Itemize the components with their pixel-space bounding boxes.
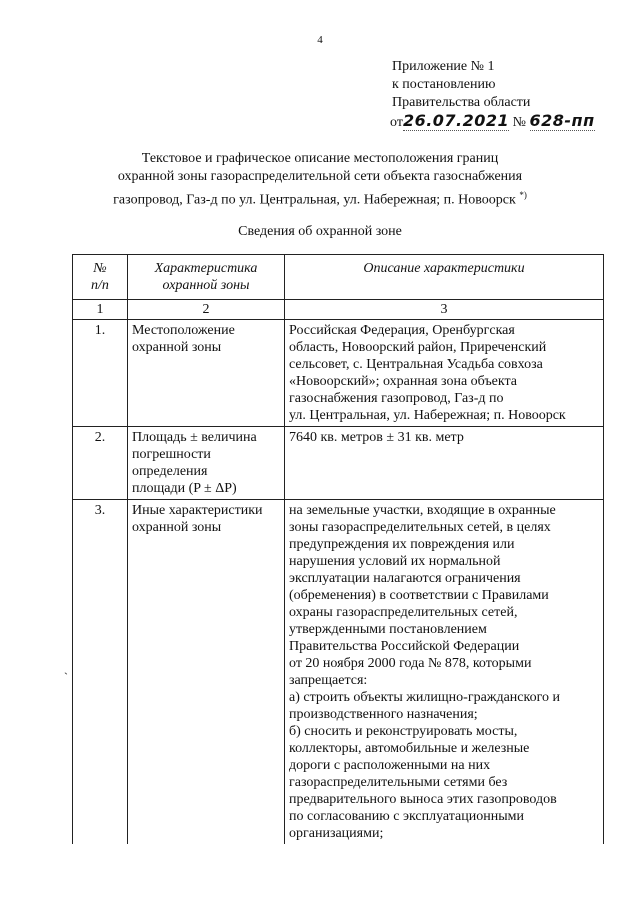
table-header-row xyxy=(73,255,604,300)
description-line: производственного назначения; xyxy=(289,707,478,722)
header-characteristic-line-2: охранной зоны xyxy=(162,278,250,293)
page-number: 4 xyxy=(317,34,323,46)
appendix-line-3: Правительства области xyxy=(392,95,531,110)
header-number-line-1: № xyxy=(93,261,107,276)
description-line: (обременения) в соответствии с Правилами xyxy=(289,588,549,603)
title-line-3: газопровод, Газ-д по ул. Центральная, ул. Набережная; п. Новоорск xyxy=(113,192,516,208)
column-number: 2 xyxy=(128,300,285,320)
row-characteristic xyxy=(128,320,285,427)
appendix-number-label: № xyxy=(512,115,527,130)
column-number: 3 xyxy=(285,300,604,320)
description-line: а) строить объекты жилищно-гражданского и xyxy=(289,690,560,705)
description-line: нарушения условий их нормальной xyxy=(289,554,501,569)
appendix-line-1: Приложение № 1 xyxy=(392,59,495,74)
description-line: зоны газораспределительных сетей, в целях xyxy=(289,520,551,535)
description-line: дороги с расположенными на них xyxy=(289,758,491,773)
description-line: ул. Центральная, ул. Набережная; п. Новоорск xyxy=(289,408,566,423)
description-line: на земельные участки, входящие в охранные xyxy=(289,503,556,518)
row-characteristic xyxy=(128,427,285,500)
handwritten-date: 26.07.2021 xyxy=(402,111,510,130)
appendix-line-2: к постановлению xyxy=(392,77,496,92)
row-description xyxy=(285,500,604,845)
row-description xyxy=(285,320,604,427)
column-number-row xyxy=(73,300,604,320)
description-line: запрещается: xyxy=(289,673,368,688)
protection-zone-table xyxy=(72,254,604,844)
description-line: эксплуатации налагаются ограничения xyxy=(289,571,521,586)
description-line: утвержденными постановлением xyxy=(289,622,487,637)
characteristic-line: погрешности xyxy=(132,447,211,462)
title-line-2: охранной зоны газораспределительной сети объекта газоснабжения xyxy=(117,169,523,184)
handwritten-number: 628-пп xyxy=(529,111,595,130)
appendix-block xyxy=(392,58,595,132)
description-line: область, Новоорский район, Приреченский xyxy=(289,340,547,355)
row-number: 3. xyxy=(73,500,128,845)
characteristic-line: охранной зоны xyxy=(132,520,222,535)
description-line: газораспределительными сетями без xyxy=(289,775,508,790)
description-line: 7640 кв. метров ± 31 кв. метр xyxy=(289,430,464,445)
description-line: по согласованию с эксплуатационными xyxy=(289,809,524,824)
row-characteristic xyxy=(128,500,285,845)
header-number xyxy=(73,255,128,300)
appendix-from-label: от xyxy=(390,115,403,130)
description-line: охраны газораспределительных сетей, xyxy=(289,605,518,620)
characteristic-line: Площадь ± величина xyxy=(132,430,257,445)
footnote-mark: *) xyxy=(519,190,527,200)
table-row xyxy=(73,320,604,427)
characteristic-line: определения xyxy=(132,464,208,479)
row-number: 2. xyxy=(73,427,128,500)
header-characteristic-line-1: Характеристика xyxy=(154,261,258,276)
document-title xyxy=(0,150,640,210)
header-description: Описание характеристики xyxy=(285,255,604,300)
description-line: организациями; xyxy=(289,826,384,841)
section-subtitle: Сведения об охранной зоне xyxy=(238,224,402,239)
characteristic-line: охранной зоны xyxy=(132,340,222,355)
column-number: 1 xyxy=(73,300,128,320)
description-line: сельсовет, с. Центральная Усадьба совхоза xyxy=(289,357,543,372)
characteristic-line: Местоположение xyxy=(132,323,235,338)
description-line: предупреждения их повреждения или xyxy=(289,537,515,552)
header-number-line-2: п/п xyxy=(91,278,109,293)
stray-mark: ˋ xyxy=(64,670,68,684)
appendix-date-number-row xyxy=(390,112,595,132)
description-line: «Новоорский»; охранная зона объекта xyxy=(289,374,518,389)
characteristic-line: Иные характеристики xyxy=(132,503,263,518)
description-line: газоснабжения газопровод, Газ-д по xyxy=(289,391,504,406)
description-line: Российская Федерация, Оренбургская xyxy=(289,323,515,338)
description-line: коллекторы, автомобильные и железные xyxy=(289,741,530,756)
title-line-3-row xyxy=(0,186,640,210)
title-line-1: Текстовое и графическое описание местоположения границ xyxy=(141,151,499,166)
description-line: предварительного выноса этих газопроводов xyxy=(289,792,557,807)
row-description xyxy=(285,427,604,500)
header-characteristic xyxy=(128,255,285,300)
table-row xyxy=(73,500,604,845)
table-row xyxy=(73,427,604,500)
description-line: от 20 ноября 2000 года № 878, которыми xyxy=(289,656,532,671)
description-line: Правительства Российской Федерации xyxy=(289,639,520,654)
description-line: б) сносить и реконструировать мосты, xyxy=(289,724,518,739)
row-number: 1. xyxy=(73,320,128,427)
characteristic-line: площади (P ± ΔP) xyxy=(132,481,237,496)
